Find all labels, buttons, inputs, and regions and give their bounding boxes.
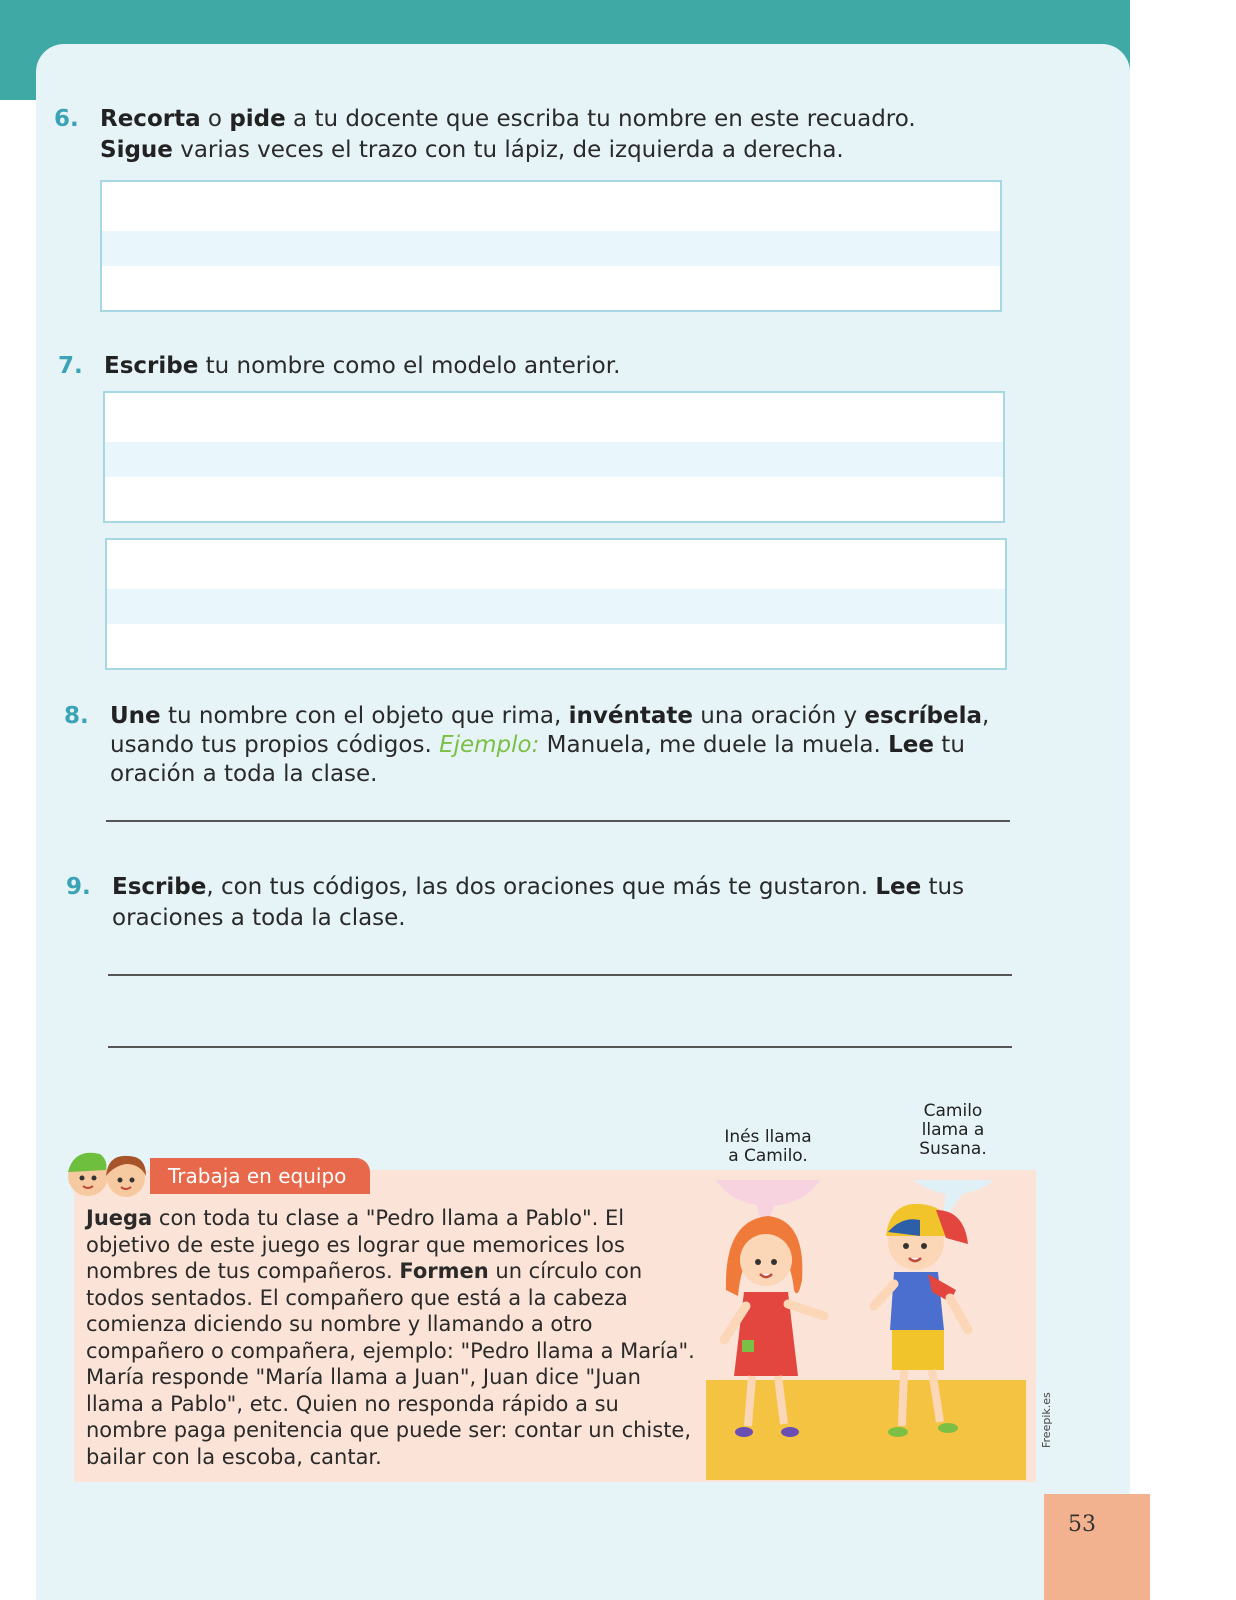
instruction-verb: Escribe <box>112 874 207 900</box>
question-number: 6. <box>54 106 79 132</box>
instruction-verb: Escribe <box>104 353 199 379</box>
instruction-verb: Juega <box>86 1206 153 1230</box>
question-number: 9. <box>66 874 91 900</box>
team-activity-text: Juega con toda tu clase a "Pedro llama a Pablo". El objetivo de este juego es lograr que memorices los nombres de tus compañeros. Formen un círculo con todos sentados. El compañero que está a la cabeza comienza diciendo su nombre y llamando a otro compañero o compañera, ejemplo: "Pedro llama a María". María responde "María llama a Juan", Juan dice "Juan llama a Pablo", etc. Quien no responda rápido a su nombre paga penitencia que puede ser: contar un chiste, bailar con la escoba, cantar. <box>86 1206 695 1469</box>
kids-icon <box>56 1142 166 1202</box>
instruction-verb: Sigue <box>100 137 173 163</box>
page-number-tab <box>1044 1494 1150 1600</box>
instruction-verb: Lee <box>875 874 922 900</box>
question-7: 7. Escribe tu nombre como el modelo anterior. <box>104 351 994 382</box>
question-9: 9. Escribe, con tus códigos, las dos oraciones que más te gustaron. Lee tus oraciones a toda la clase. <box>66 874 965 931</box>
name-writing-box-2[interactable] <box>105 538 1007 670</box>
question-6: 6. Recorta o pide a tu docente que escriba tu nombre en este recuadro. Sigue varias veces el trazo con tu lápiz, de izquierda a derecha. <box>54 106 916 163</box>
instruction-verb: Recorta <box>100 106 201 132</box>
name-writing-box-1[interactable] <box>103 391 1005 523</box>
answer-line[interactable] <box>108 1046 1012 1048</box>
example-label: Ejemplo: <box>439 732 540 758</box>
team-activity-tab: Trabaja en equipo <box>150 1158 370 1194</box>
instruction-verb: Lee <box>888 732 934 758</box>
speech-bubble-girl-text: Inés llama a Camilo. <box>724 1127 812 1166</box>
question-number: 7. <box>58 353 83 379</box>
speech-bubble-boy <box>896 1180 1012 1194</box>
answer-line[interactable] <box>108 974 1012 976</box>
page-number: 53 <box>1068 1512 1096 1537</box>
children-illustration <box>706 1180 1026 1480</box>
speech-bubble-boy-text: Camilo llama a Susana. <box>919 1101 987 1159</box>
question-8: 8. Une tu nombre con el objeto que rima, invéntate una oración y escríbela, usando tus propios códigos. Ejemplo: Manuela, me duele la muela. Lee tu oración a toda la clase. <box>64 703 990 787</box>
instruction-verb: invéntate <box>568 703 693 729</box>
instruction-verb: escríbela <box>864 703 983 729</box>
answer-line[interactable] <box>106 820 1010 822</box>
page-margin <box>1130 0 1236 1600</box>
instruction-verb: pide <box>229 106 286 132</box>
instruction-verb: Une <box>110 703 161 729</box>
image-credit: Freepik.es <box>1040 1392 1053 1448</box>
speech-bubble-girl <box>710 1180 826 1206</box>
question-number: 8. <box>64 703 89 729</box>
name-model-box[interactable] <box>100 180 1002 312</box>
instruction-verb: Formen <box>399 1259 489 1283</box>
